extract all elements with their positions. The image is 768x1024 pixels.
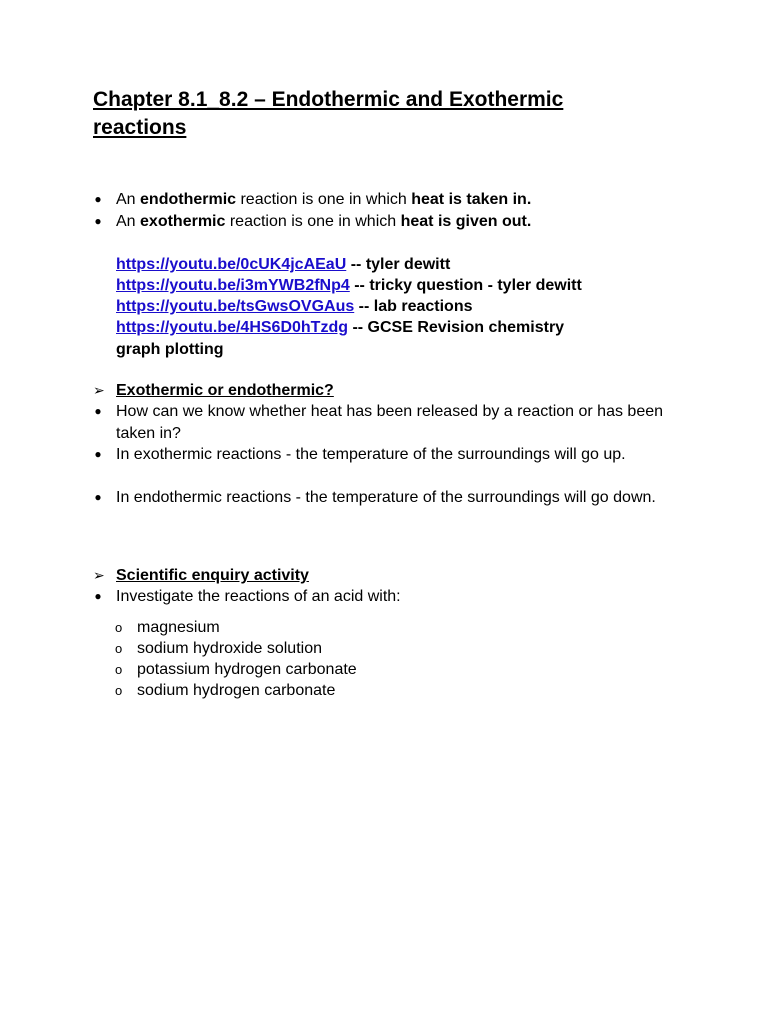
video-link[interactable]: https://youtu.be/i3mYWB2fNp4 [116,277,350,294]
sub-list-item-text: sodium hydroxide solution [137,640,322,657]
bullet-icon: ● [94,589,102,603]
video-link-note: -- tyler dewitt [346,256,451,273]
bullet-icon: ● [94,192,102,206]
bullet-icon: ● [94,214,102,228]
circle-bullet-icon: o [115,620,123,635]
page-title: Chapter 8.1_8.2 – Endothermic and Exothermic reactions [93,88,564,139]
video-link[interactable]: https://youtu.be/tsGwsOVGAus [116,298,355,315]
list-item-text: In endothermic reactions - the temperature of the surroundings will go down. [116,489,656,506]
definition-prefix: An [116,191,141,208]
definition-emphasis: heat is given out. [400,213,532,230]
sub-list-item-text: sodium hydrogen carbonate [137,682,336,699]
definition-text: reaction is one in which [225,213,401,230]
sub-list-item-text: potassium hydrogen carbonate [137,661,357,678]
video-link-note: -- GCSE Revision chemistry [348,319,565,336]
circle-bullet-icon: o [115,662,123,677]
list-item-text: How can we know whether heat has been released by a reaction or has been taken in? [116,403,664,442]
arrow-bullet-icon: ➢ [93,567,105,583]
definition-text: reaction is one in which [236,191,412,208]
bullet-icon: ● [94,404,102,418]
list-item-text: In exothermic reactions - the temperature of the surroundings will go up. [116,446,626,463]
definition-prefix: An [116,213,141,230]
video-link-note: -- lab reactions [354,298,473,315]
circle-bullet-icon: o [115,641,123,656]
video-link[interactable]: https://youtu.be/0cUK4jcAEaU [116,256,347,273]
definition-term: exothermic [140,213,226,230]
video-link[interactable]: https://youtu.be/4HS6D0hTzdg [116,319,348,336]
definition-emphasis: heat is taken in. [411,191,532,208]
arrow-bullet-icon: ➢ [93,382,105,398]
sub-list-item-text: magnesium [137,619,220,636]
bullet-icon: ● [94,490,102,504]
section-heading-text: Exothermic or endothermic? [116,382,334,399]
circle-bullet-icon: o [115,683,123,698]
definition-term: endothermic [140,191,237,208]
list-item-text: Investigate the reactions of an acid with: [116,588,401,605]
video-link-note: graph plotting [116,341,224,358]
section-heading-text: Scientific enquiry activity [116,567,309,584]
video-link-note: -- tricky question - tyler dewitt [349,277,582,294]
bullet-icon: ● [94,447,102,461]
